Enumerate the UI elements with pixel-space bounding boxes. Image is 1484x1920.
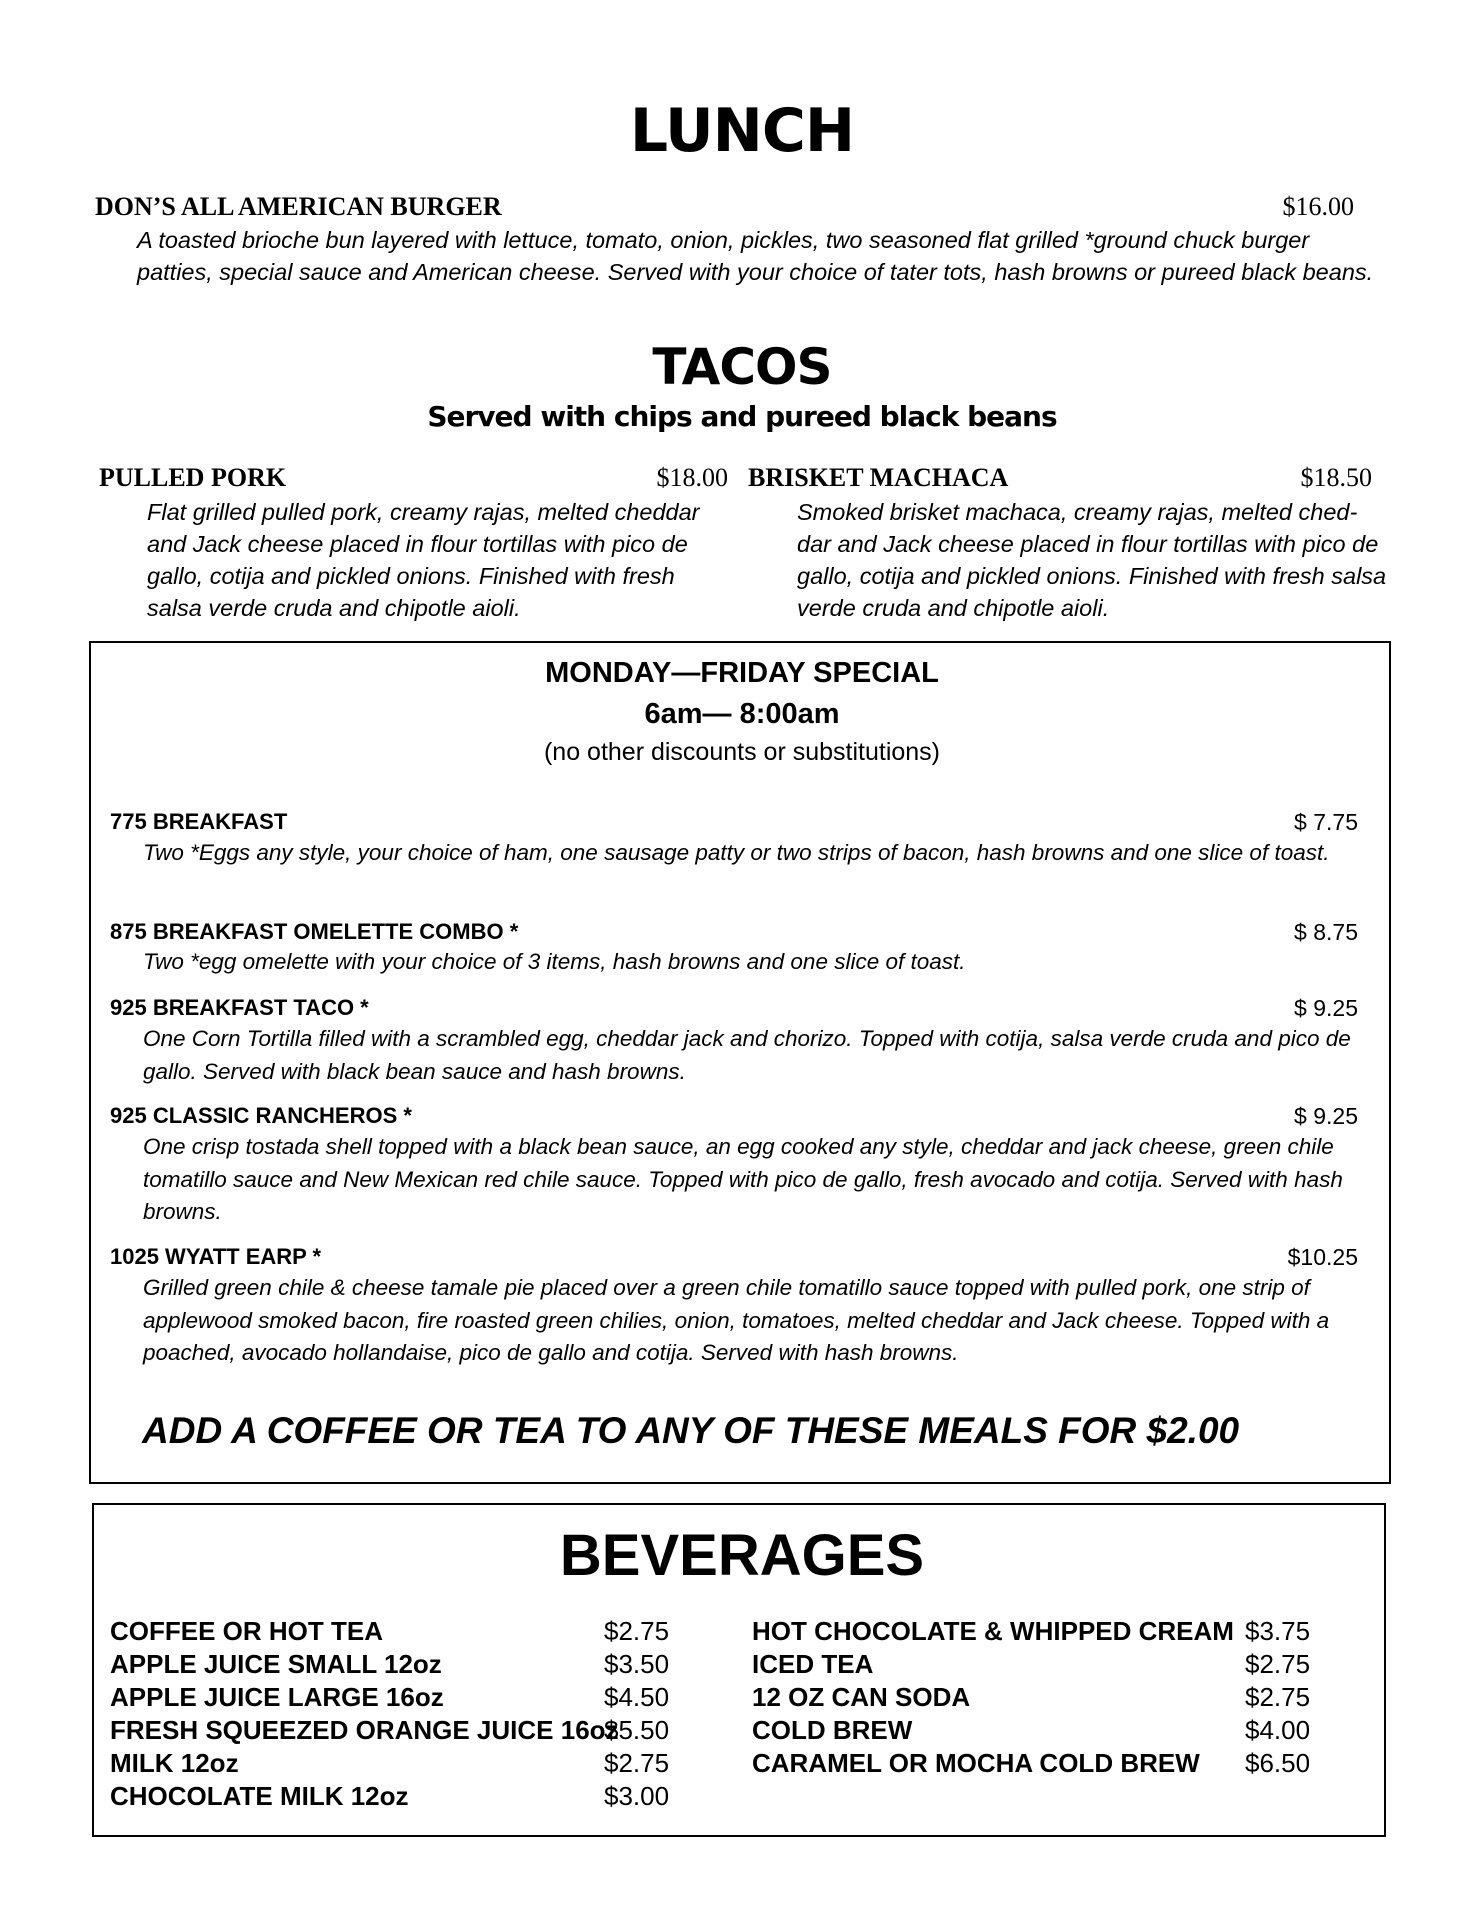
beverage-name: COFFEE OR HOT TEA <box>110 1616 383 1646</box>
burger-name: DON’S ALL AMERICAN BURGER <box>95 192 502 221</box>
special-item-name: 875 BREAKFAST OMELETTE COMBO * <box>110 919 519 944</box>
special-item-name: 925 CLASSIC RANCHEROS * <box>110 1103 412 1128</box>
beverage-row <box>110 1780 670 1813</box>
special-item-price: $ 9.25 <box>1294 995 1358 1021</box>
beverage-name: CHOCOLATE MILK 12oz <box>110 1781 409 1811</box>
special-item-price: $ 8.75 <box>1294 919 1358 945</box>
beverage-row <box>110 1615 670 1648</box>
special-item-description: One Corn Tortilla filled with a scrambled egg, cheddar jack and chorizo. Topped with cotija, salsa verde cruda and pico de gallo. Served with black bean sauce and hash browns. <box>143 1026 1351 1084</box>
beverage-price: $3.50 <box>604 1649 670 1679</box>
beverage-name: FRESH SQUEEZED ORANGE JUICE 16oz <box>110 1715 619 1745</box>
beverage-price: $4.50 <box>604 1682 670 1712</box>
beverages-heading: BEVERAGES <box>559 1523 925 1588</box>
brisket-machaca-name: BRISKET MACHACA <box>748 463 1009 492</box>
beverage-name: APPLE JUICE LARGE 16oz <box>110 1682 444 1712</box>
beverage-name: ICED TEA <box>752 1649 874 1679</box>
tacos-subtitle: Served with chips and pureed black beans <box>427 400 1057 433</box>
brisket-machaca-price: $18.50 <box>1300 463 1372 492</box>
beverage-name: COLD BREW <box>752 1715 913 1745</box>
special-item-description: One crisp tostada shell topped with a black bean sauce, an egg cooked any style, cheddar and jack cheese, green chile tomatillo sauce and New Mexican red chile sauce. Topped with pico de gallo, fresh avocado and cotija. Served with hash browns. <box>143 1134 1343 1224</box>
beverage-row <box>110 1648 670 1681</box>
beverage-name: HOT CHOCOLATE & WHIPPED CREAM <box>752 1616 1234 1646</box>
pulled-pork-name: PULLED PORK <box>99 463 287 492</box>
coffee-addon-offer: ADD A COFFEE OR TEA TO ANY OF THESE MEALS FOR $2.00 <box>142 1410 1240 1451</box>
brisket-machaca-description: Smoked brisket machaca, creamy rajas, melted ched-dar and Jack cheese placed in flour tortillas with pico de gallo, cotija and pickled onions. Finished with fresh salsa verde cruda and chipotle aioli. <box>797 499 1387 621</box>
beverage-name: APPLE JUICE SMALL 12oz <box>110 1649 442 1679</box>
beverage-row <box>752 1615 1312 1648</box>
special-note: (no other discounts or substitutions) <box>543 738 941 766</box>
special-item-price: $ 7.75 <box>1294 809 1358 835</box>
beverage-price: $4.00 <box>1245 1715 1311 1745</box>
special-item-name: 1025 WYATT EARP * <box>110 1244 322 1269</box>
beverage-row <box>110 1714 670 1747</box>
beverage-row <box>752 1714 1312 1747</box>
beverage-name: CARAMEL OR MOCHA COLD BREW <box>752 1748 1200 1778</box>
beverage-row <box>752 1681 1312 1714</box>
special-item-name: 925 BREAKFAST TACO * <box>110 995 369 1020</box>
pulled-pork-price: $18.00 <box>656 463 728 492</box>
beverage-price: $6.50 <box>1245 1748 1311 1778</box>
beverage-price: $2.75 <box>604 1616 670 1646</box>
beverage-price: $3.75 <box>1245 1616 1311 1646</box>
beverage-price: $3.00 <box>604 1781 670 1811</box>
tacos-heading: TACOS <box>652 338 832 396</box>
special-item-description: Two *Eggs any style, your choice of ham, one sausage patty or two strips of bacon, hash browns and one slice of toast. <box>143 840 1330 865</box>
beverage-row <box>752 1747 1312 1780</box>
beverage-row <box>110 1747 670 1780</box>
lunch-heading: LUNCH <box>629 96 855 166</box>
beverage-name: 12 OZ CAN SODA <box>752 1682 971 1712</box>
special-item-price: $10.25 <box>1287 1244 1358 1270</box>
burger-price: $16.00 <box>1282 192 1354 221</box>
beverage-name: MILK 12oz <box>110 1748 239 1778</box>
burger-description: A toasted brioche bun layered with lettuce, tomato, onion, pickles, two seasoned flat grilled *ground chuck burger patties, special sauce and American cheese. Served with your choice of tater tots, hash browns or pureed black beans. <box>137 227 1374 285</box>
beverage-price: $2.75 <box>604 1748 670 1778</box>
beverage-row <box>110 1681 670 1714</box>
special-hours: 6am— 8:00am <box>644 698 840 730</box>
special-title: MONDAY—FRIDAY SPECIAL <box>545 657 939 689</box>
special-item-name: 775 BREAKFAST <box>110 809 288 834</box>
beverage-price: $2.75 <box>1245 1682 1311 1712</box>
special-item-price: $ 9.25 <box>1294 1103 1358 1129</box>
beverage-price: $5.50 <box>604 1715 670 1745</box>
special-item-description: Grilled green chile & cheese tamale pie placed over a green chile tomatillo sauce topped with pulled pork, one strip of applewood smoked bacon, fire roasted green chilies, onion, tomatoes, melted cheddar and Jack cheese. Topped with a poached, avocado hollandaise, pico de gallo and cotija. Served with hash browns. <box>143 1275 1330 1365</box>
pulled-pork-description: Flat grilled pulled pork, creamy rajas, melted cheddar and Jack cheese placed in flour tortillas with pico de gallo, cotija and pickled onions. Finished with fresh salsa verde cruda and chipotle aioli. <box>147 499 700 621</box>
beverage-row <box>752 1648 1312 1681</box>
beverage-price: $2.75 <box>1245 1649 1311 1679</box>
special-item-description: Two *egg omelette with your choice of 3 items, hash browns and one slice of toast. <box>143 949 966 974</box>
